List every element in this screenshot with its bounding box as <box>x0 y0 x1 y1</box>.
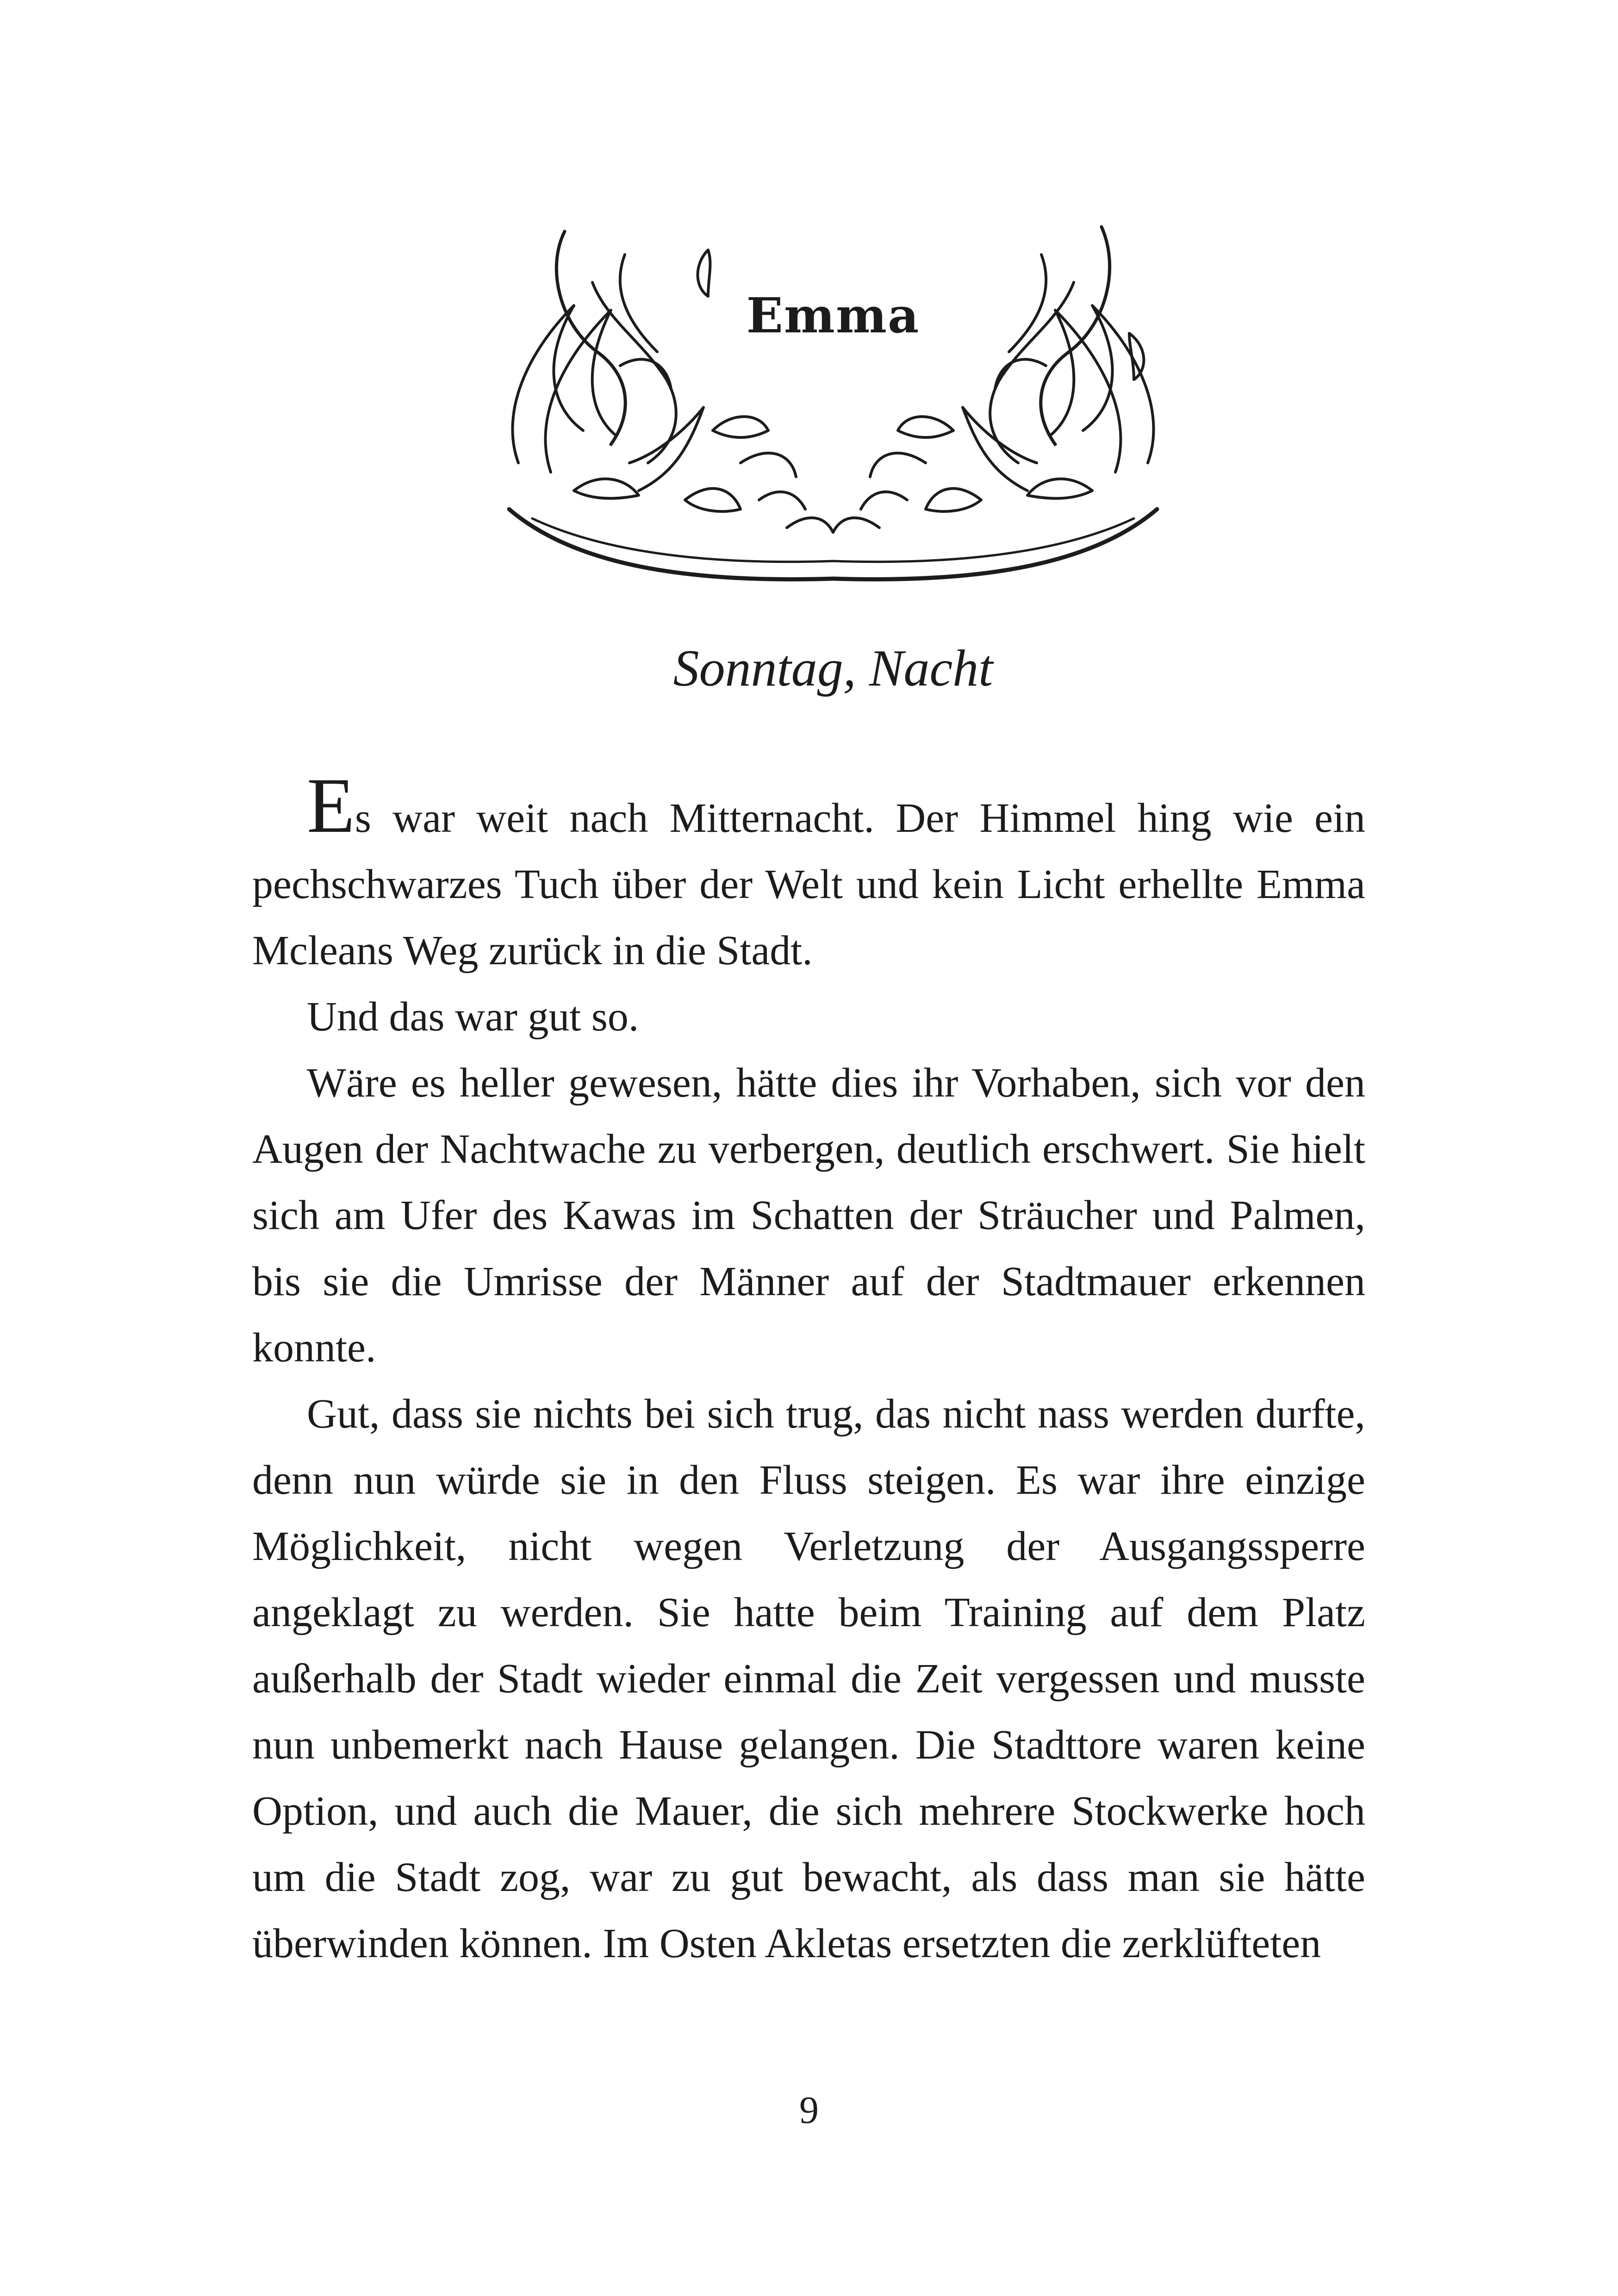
page-number: 9 <box>799 2089 819 2132</box>
paragraph: Gut, dass sie nichts bei sich trug, das nicht nass werden durfte, denn nun würde sie in den Fluss steigen. Es war ihre einzige Möglichkeit, nicht wegen Verletzung der Ausgangssperre angeklagt zu werden. Sie hatte beim Training auf dem Platz außerhalb der Stadt wieder einmal die Zeit vergessen und musste nun unbemerkt nach Hause gelangen. Die Stadttore waren keine Option, und auch die Mauer, die sich mehrere Stockwerke hoch um die Stadt zog, war zu gut bewacht, als dass man sie hätte überwinden können. Im Osten Akletas ersetzten die zerklüfteten <box>252 1391 1365 1966</box>
drop-cap: E <box>307 762 355 849</box>
paragraph: Und das war gut so. <box>307 994 639 1040</box>
flame-wings-ornament-icon <box>491 213 1176 593</box>
paragraph <box>252 762 1365 984</box>
chapter-subtitle: Sonntag, Nacht <box>673 640 993 697</box>
chapter-title: Emma <box>746 287 920 344</box>
paragraph-text: s war weit nach Mitternacht. Der Himmel hing wie ein pechschwarzes Tuch über der Welt und kein Licht erhellte Emma Mcleans Weg zurück in die Stadt. <box>252 795 1365 973</box>
chapter-body <box>252 762 1365 1977</box>
paragraph: Wäre es heller gewesen, hätte dies ihr Vorhaben, sich vor den Augen der Nachtwache zu verbergen, deutlich erschwert. Sie hielt sich am Ufer des Kawas im Schatten der Sträucher und Palmen, bis sie die Umrisse der Männer auf der Stadtmauer erkennen konnte. <box>252 1060 1365 1371</box>
